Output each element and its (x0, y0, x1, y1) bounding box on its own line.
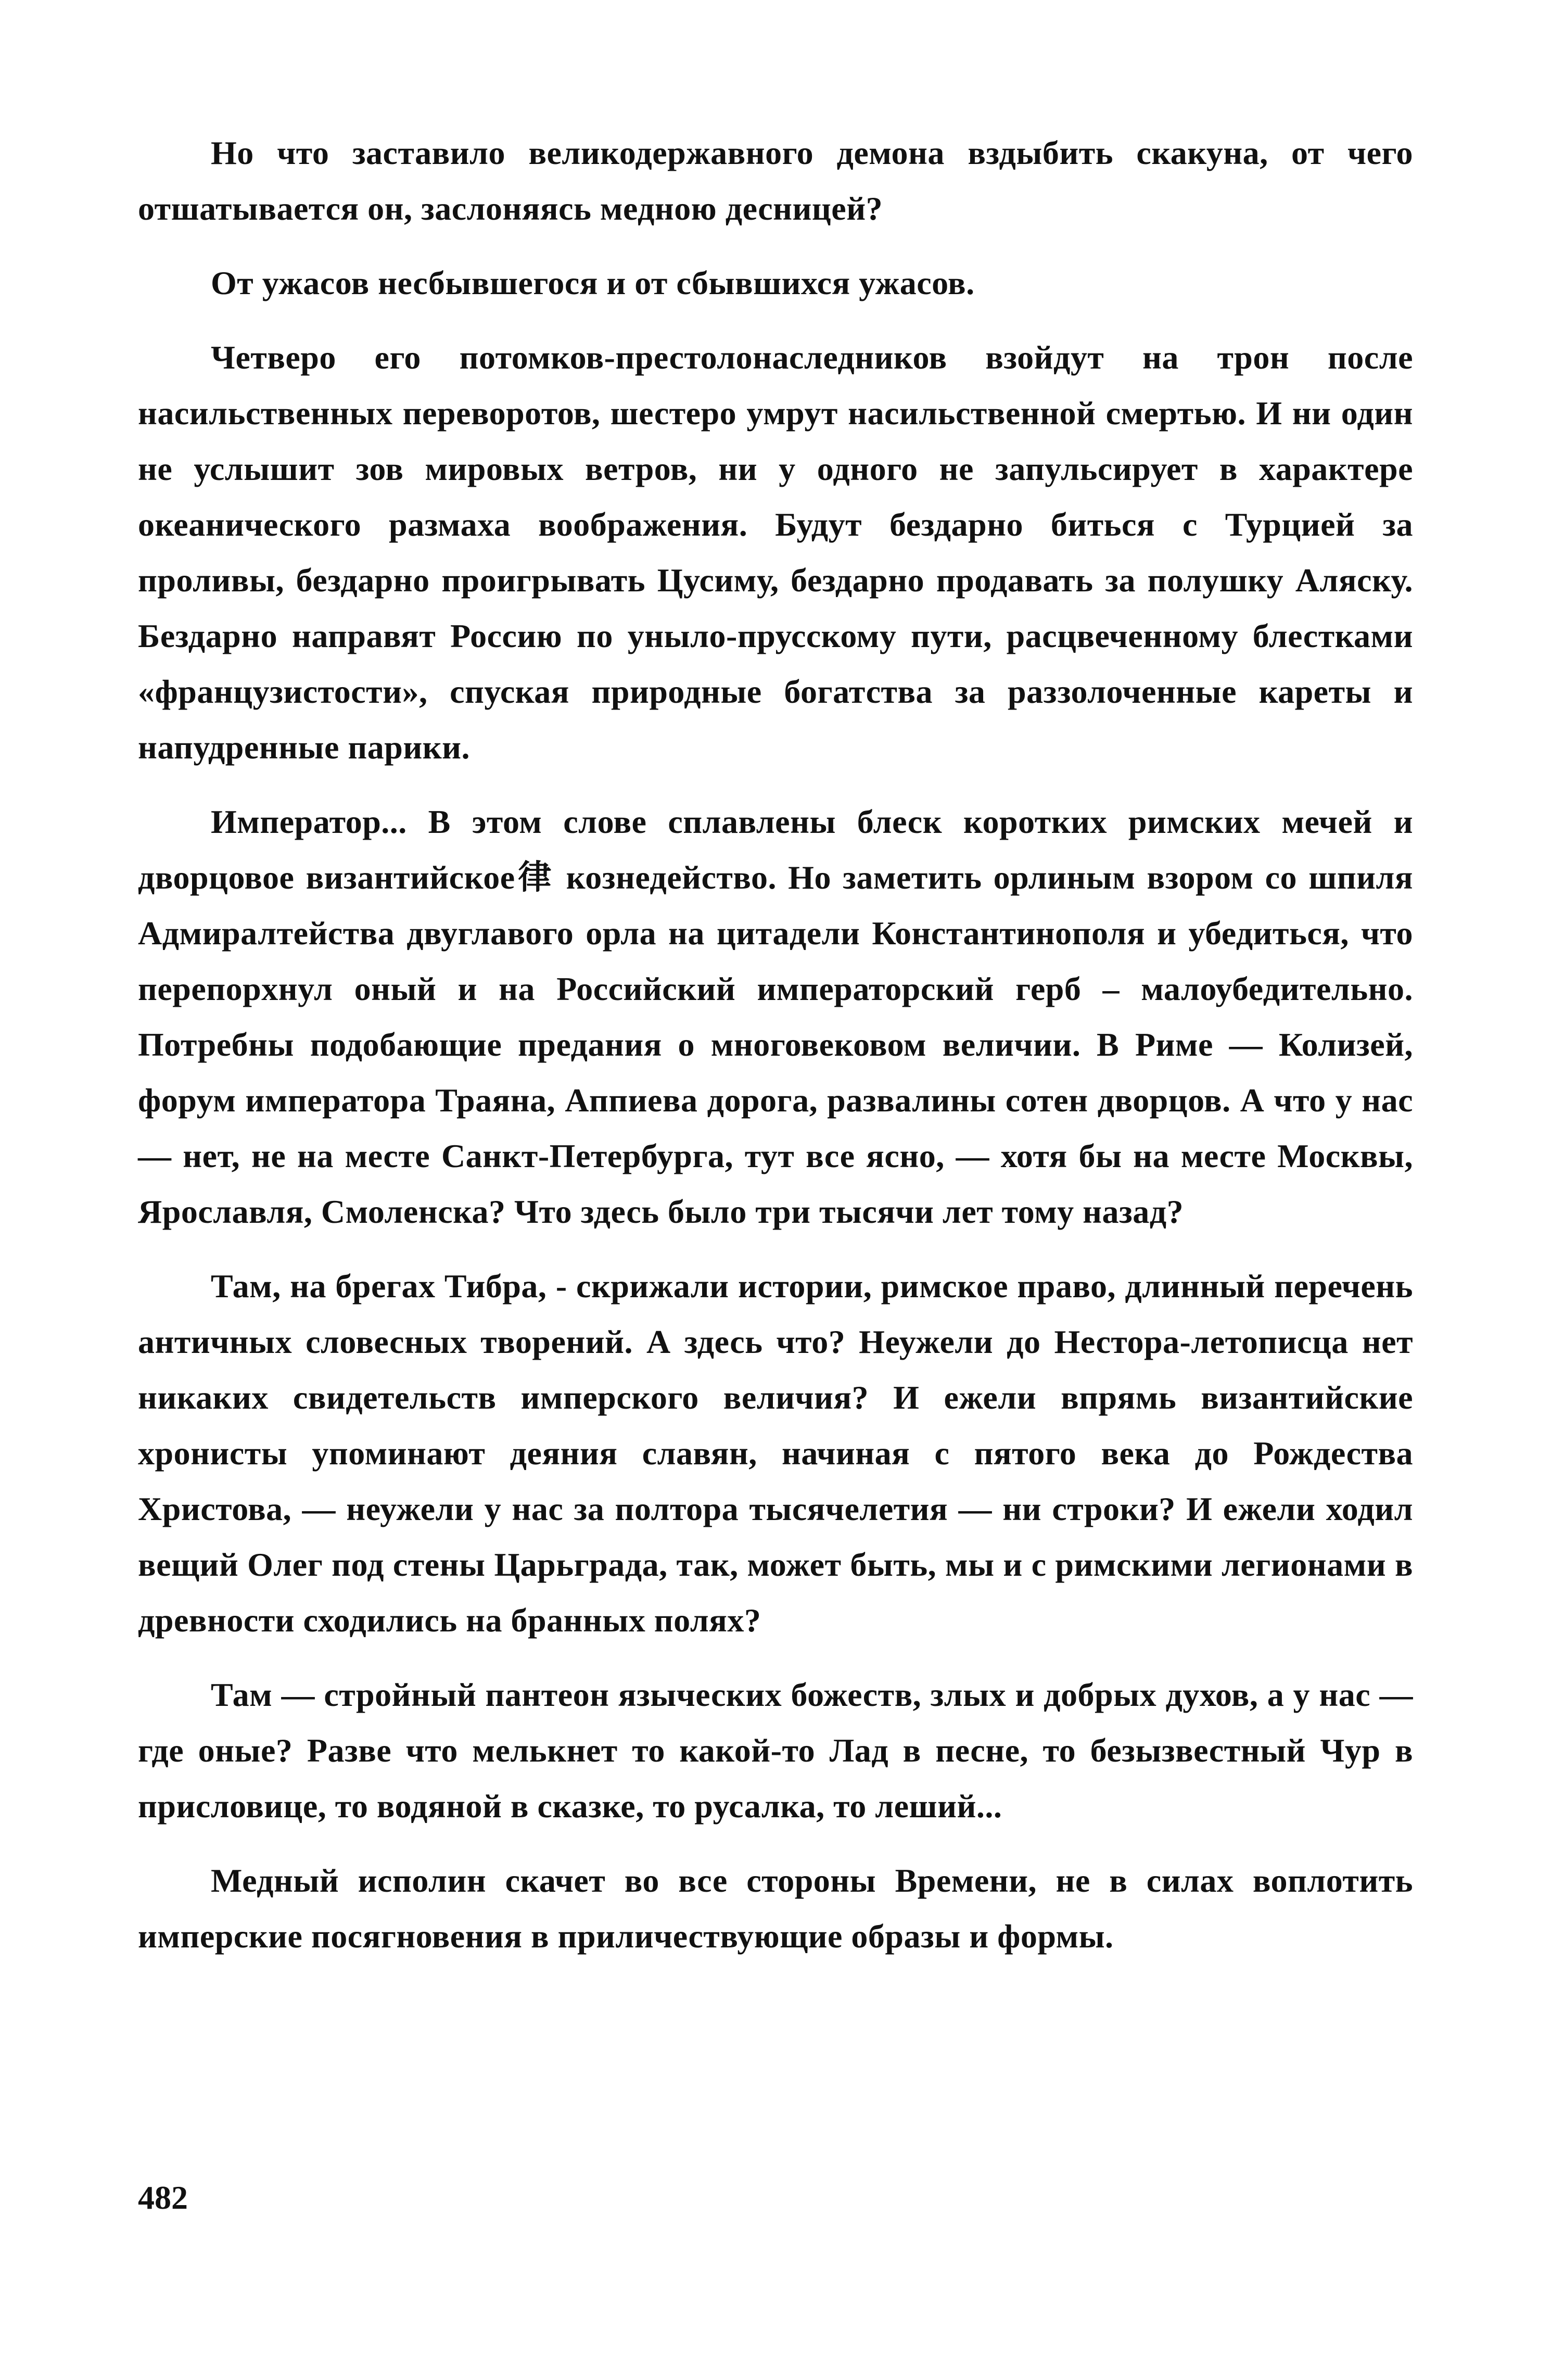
paragraph-4: Император... В этом слове сплавлены блеск коротких римских мечей и дворцовое византийское律 кознедейство. Но заметить орлиным взором со шпиля Адмиралтейства двуглавого орла на цитадели Константинополя и убедиться, что перепорхнул оный и на Российский императорский герб – малоубедительно. Потребны подобающие предания о многовековом величии. В Риме — Колизей, форум императора Траяна, Аппиева дорога, развалины сотен дворцов. А что у нас — нет, не на месте Санкт-Петербурга, тут все ясно, — хотя бы на месте Москвы, Ярославля, Смоленска? Что здесь было три тысячи лет тому назад? (138, 803, 1413, 1230)
paragraph-7: Медный исполин скачет во все стороны Времени, не в силах воплотить имперские посягновения в приличествующие образы и формы. (138, 1862, 1413, 1955)
page-body (138, 125, 1413, 1983)
paragraph-6: Там — стройный пантеон языческих божеств, злых и добрых духов, а у нас — где оные? Разве что мелькнет то какой-то Лад в песне, то безызвестный Чур в присловице, то водяной в сказке, то русалка, то леший... (138, 1676, 1413, 1825)
paragraph-1: Но что заставило великодержавного демона вздыбить скакуна, от чего отшатывается он, заслоняясь медною десницей? (138, 134, 1413, 227)
paragraph-2: От ужасов несбывшегося и от сбывшихся ужасов. (211, 264, 975, 301)
page-number: 482 (138, 2179, 188, 2216)
paragraph-3: Четверо его потомков-престолонаследников взойдут на трон после насильственных переворотов, шестеро умрут насильственной смертью. И ни один не услышит зов мировых ветров, ни у одного не запульсирует в характере океанического размаха воображения. Будут бездарно биться с Турцией за проливы, бездарно проигрывать Цусиму, бездарно продавать за полушку Аляску. Бездарно направят Россию по уныло-прусскому пути, расцвеченному блестками «французистости», спуская природные богатства за раззолоченные кареты и напудренные парики. (138, 339, 1413, 766)
paragraph-5: Там, на брегах Тибра, - скрижали истории, римское право, длинный перечень античных словесных творений. А здесь что? Неужели до Нестора-летописца нет никаких свидетельств имперского величия? И ежели впрямь византийские хронисты упоминают деяния славян, начиная с пятого века до Рождества Христова, — неужели у нас за полтора тысячелетия — ни строки? И ежели ходил вещий Олег под стены Царьграда, так, может быть, мы и с римскими легионами в древности сходились на бранных полях? (138, 1268, 1413, 1639)
